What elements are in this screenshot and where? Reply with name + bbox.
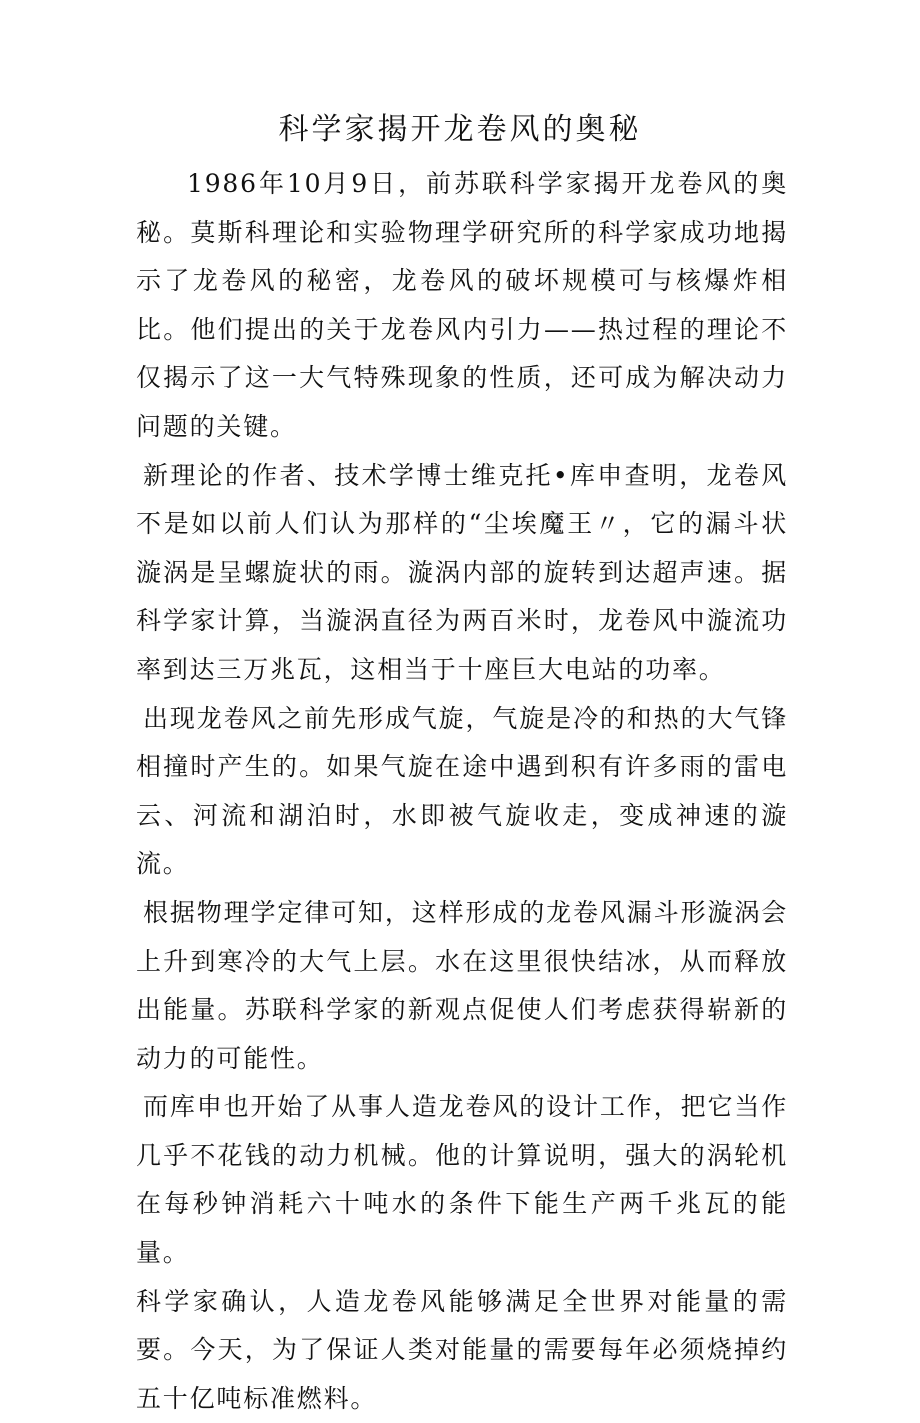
paragraph-3: 出现龙卷风之前先形成气旋，气旋是冷的和热的大气锋相撞时产生的。如果气旋在途中遇到积有许多雨的雷电云、河流和湖泊时，水即被气旋收走，变成神速的漩流。 [136,703,788,879]
document-title: 科学家揭开龙卷风的奥秘 [278,112,642,147]
paragraph-5: 而库申也开始了从事人造龙卷风的设计工作，把它当作几乎不花钱的动力机械。他的计算说明，强大的涡轮机在每秒钟消耗六十吨水的条件下能生产两千兆瓦的能量。 [136,1092,788,1268]
paragraph-1: 1986年10月9日，前苏联科学家揭开龙卷风的奥秘。莫斯科理论和实验物理学研究所的科学家成功地揭示了龙卷风的秘密，龙卷风的破坏规模可与核爆炸相比。他们提出的关于龙卷风内引力——热过程的理论不仅揭示了这一大气特殊现象的性质，还可成为解决动力问题的关键。 [136,169,788,441]
document-body [136,160,788,1423]
paragraph-6: 科学家确认，人造龙卷风能够满足全世界对能量的需要。今天，为了保证人类对能量的需要每年必须烧掉约五十亿吨标准燃料。 [136,1286,788,1413]
paragraph-2: 新理论的作者、技术学博士维克托•库申查明，龙卷风不是如以前人们认为那样的“尘埃魔王〃，它的漏斗状漩涡是呈螺旋状的雨。漩涡内部的旋转到达超声速。据科学家计算，当漩涡直径为两百米时，龙卷风中漩流功率到达三万兆瓦，这相当于十座巨大电站的功率。 [136,460,788,684]
paragraph-4: 根据物理学定律可知，这样形成的龙卷风漏斗形漩涡会上升到寒冷的大气上层。水在这里很快结冰，从而释放出能量。苏联科学家的新观点促使人们考虑获得崭新的动力的可能性。 [136,897,788,1073]
